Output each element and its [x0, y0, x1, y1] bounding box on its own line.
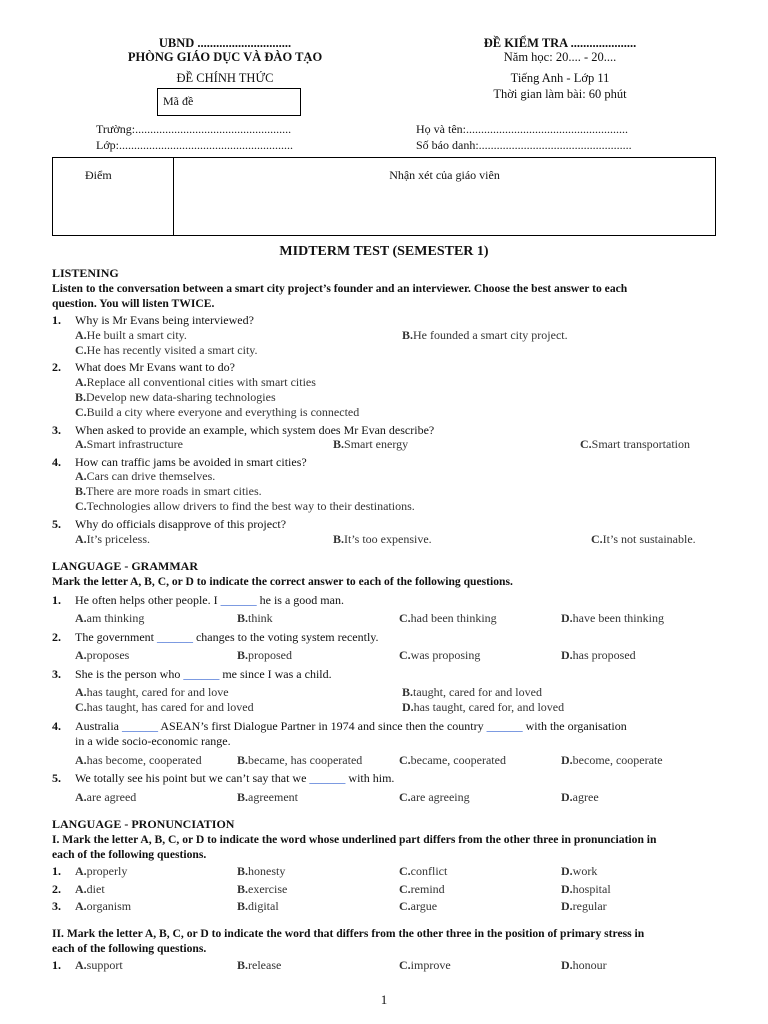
option-a: A.support: [75, 958, 123, 972]
option-c: C.Smart transportation: [580, 437, 690, 451]
option-c: C.He has recently visited a smart city.: [75, 343, 258, 357]
option-b: B.Develop new data-sharing technologies: [75, 390, 276, 404]
header-department: PHÒNG GIÁO DỤC VÀ ĐÀO TẠO: [127, 50, 323, 64]
option-c: C.Technologies allow drivers to find the best way to their destinations.: [75, 499, 415, 513]
option-d: D.agree: [561, 790, 599, 804]
option-a: A.has become, cooperated: [75, 753, 202, 767]
option-b: B.digital: [237, 899, 279, 913]
question-text: How can traffic jams be avoided in smart cities?: [75, 455, 307, 469]
listening-instr-2: question. You will listen TWICE.: [52, 297, 215, 310]
option-c: C.It’s not sustainable.: [591, 532, 696, 546]
option-b: B.think: [237, 611, 273, 625]
option-a: A.diet: [75, 882, 105, 896]
option-d: D.regular: [561, 899, 607, 913]
question-number: 1.: [52, 958, 61, 972]
question-number: 4.: [52, 455, 61, 469]
option-a: A.Smart infrastructure: [75, 437, 183, 451]
option-b: B.release: [237, 958, 282, 972]
question-number: 1.: [52, 593, 61, 607]
question-number: 2.: [52, 360, 61, 374]
option-a: A.am thinking: [75, 611, 145, 625]
pronunciation-instr-1a: I. Mark the letter A, B, C, or D to indicate the word whose underlined part differs from the other three in pronunciation in: [52, 833, 657, 846]
question-number: 4.: [52, 719, 61, 733]
option-d: D.has taught, cared for, and loved: [402, 700, 565, 714]
option-a: A.proposes: [75, 648, 130, 662]
option-a: A.properly: [75, 864, 128, 878]
option-d: D.hospital: [561, 882, 611, 896]
option-b: B.agreement: [237, 790, 298, 804]
question-number: 2.: [52, 882, 61, 896]
school-field: Trường:....................................................: [96, 122, 292, 136]
page-title: MIDTERM TEST (SEMESTER 1): [279, 244, 489, 259]
option-b: B.He founded a smart city project.: [402, 328, 568, 342]
class-field: Lớp:..........................................................: [96, 138, 294, 152]
option-c: C.Build a city where everyone and everything is connected: [75, 405, 360, 419]
option-c: C.remind: [399, 882, 445, 896]
question-number: 5.: [52, 517, 61, 531]
name-field: Họ và tên:......................................................: [416, 122, 628, 136]
option-a: A.It’s priceless.: [75, 532, 150, 546]
option-c: C.are agreeing: [399, 790, 470, 804]
option-a: A.has taught, cared for and love: [75, 685, 229, 699]
score-label: Điểm: [85, 168, 112, 182]
question-text-cont: in a wide socio-economic range.: [75, 734, 231, 748]
option-a: A.are agreed: [75, 790, 137, 804]
header-subject: Tiếng Anh - Lớp 11: [510, 71, 610, 85]
option-b: B.became, has cooperated: [237, 753, 363, 767]
grammar-heading: LANGUAGE - GRAMMAR: [52, 559, 198, 573]
option-c: C.became, cooperated: [399, 753, 506, 767]
page-number: 1: [380, 992, 388, 1007]
question-number: 1.: [52, 313, 61, 327]
option-c: C.had been thinking: [399, 611, 497, 625]
option-c: C.conflict: [399, 864, 448, 878]
question-text: Australia ______ ASEAN’s first Dialogue Partner in 1974 and since then the country ______ with the organisation: [75, 719, 627, 733]
option-d: D.work: [561, 864, 598, 878]
listening-instr-1: Listen to the conversation between a smart city project’s founder and an interviewer. Choose the best answer to each: [52, 282, 628, 295]
option-b: B.proposed: [237, 648, 293, 662]
exam-code-label: Mã đề: [163, 94, 194, 108]
question-text: She is the person who ______ me since I was a child.: [75, 667, 332, 681]
option-d: D.has proposed: [561, 648, 636, 662]
option-c: C.argue: [399, 899, 438, 913]
pronunciation-instr-1b: each of the following questions.: [52, 848, 207, 861]
option-d: D.have been thinking: [561, 611, 664, 625]
score-table: [52, 157, 716, 236]
option-c: C.has taught, has cared for and loved: [75, 700, 254, 714]
option-d: D.become, cooperate: [561, 753, 663, 767]
grammar-instr: Mark the letter A, B, C, or D to indicate the correct answer to each of the following questions.: [52, 575, 513, 588]
option-a: A.Cars can drive themselves.: [75, 469, 216, 483]
question-text: The government ______ changes to the voting system recently.: [75, 630, 379, 644]
listening-heading: LISTENING: [52, 266, 119, 280]
header-year: Năm học: 20.... - 20....: [503, 50, 617, 64]
question-text: He often helps other people. I ______ he is a good man.: [75, 593, 344, 607]
header-duration: Thời gian làm bài: 60 phút: [493, 87, 627, 101]
candidate-number-field: Số báo danh:...................................................: [416, 138, 632, 152]
exam-code-box: [157, 88, 301, 116]
question-text: Why is Mr Evans being interviewed?: [75, 313, 254, 327]
stress-instr-a: II. Mark the letter A, B, C, or D to indicate the word that differs from the other three in the position of primary stress in: [52, 927, 645, 940]
header-exam: ĐỀ KIỂM TRA .....................: [483, 36, 637, 50]
question-number: 5.: [52, 771, 61, 785]
option-c: C.improve: [399, 958, 451, 972]
comment-label: Nhận xét của giáo viên: [389, 168, 500, 182]
header-official: ĐỀ CHÍNH THỨC: [176, 71, 274, 85]
option-b: B.taught, cared for and loved: [402, 685, 542, 699]
option-b: B.honesty: [237, 864, 286, 878]
option-d: D.honour: [561, 958, 607, 972]
question-number: 1.: [52, 864, 61, 878]
option-a: A.organism: [75, 899, 132, 913]
header-ubnd: UBND ..............................: [158, 36, 292, 50]
option-a: A.He built a smart city.: [75, 328, 187, 342]
question-text: When asked to provide an example, which system does Mr Evan describe?: [75, 423, 435, 437]
option-b: B.Smart energy: [333, 437, 409, 451]
question-text: Why do officials disapprove of this project?: [75, 517, 287, 531]
option-b: B.exercise: [237, 882, 288, 896]
option-b: B.There are more roads in smart cities.: [75, 484, 262, 498]
question-number: 3.: [52, 423, 61, 437]
option-c: C.was proposing: [399, 648, 481, 662]
question-number: 2.: [52, 630, 61, 644]
option-b: B.It’s too expensive.: [333, 532, 432, 546]
question-text: We totally see his point but we can’t say that we ______ with him.: [75, 771, 395, 785]
question-text: What does Mr Evans want to do?: [75, 360, 235, 374]
question-number: 3.: [52, 667, 61, 681]
option-a: A.Replace all conventional cities with smart cities: [75, 375, 316, 389]
pronunciation-heading: LANGUAGE - PRONUNCIATION: [52, 817, 235, 831]
stress-instr-b: each of the following questions.: [52, 942, 207, 955]
question-number: 3.: [52, 899, 61, 913]
